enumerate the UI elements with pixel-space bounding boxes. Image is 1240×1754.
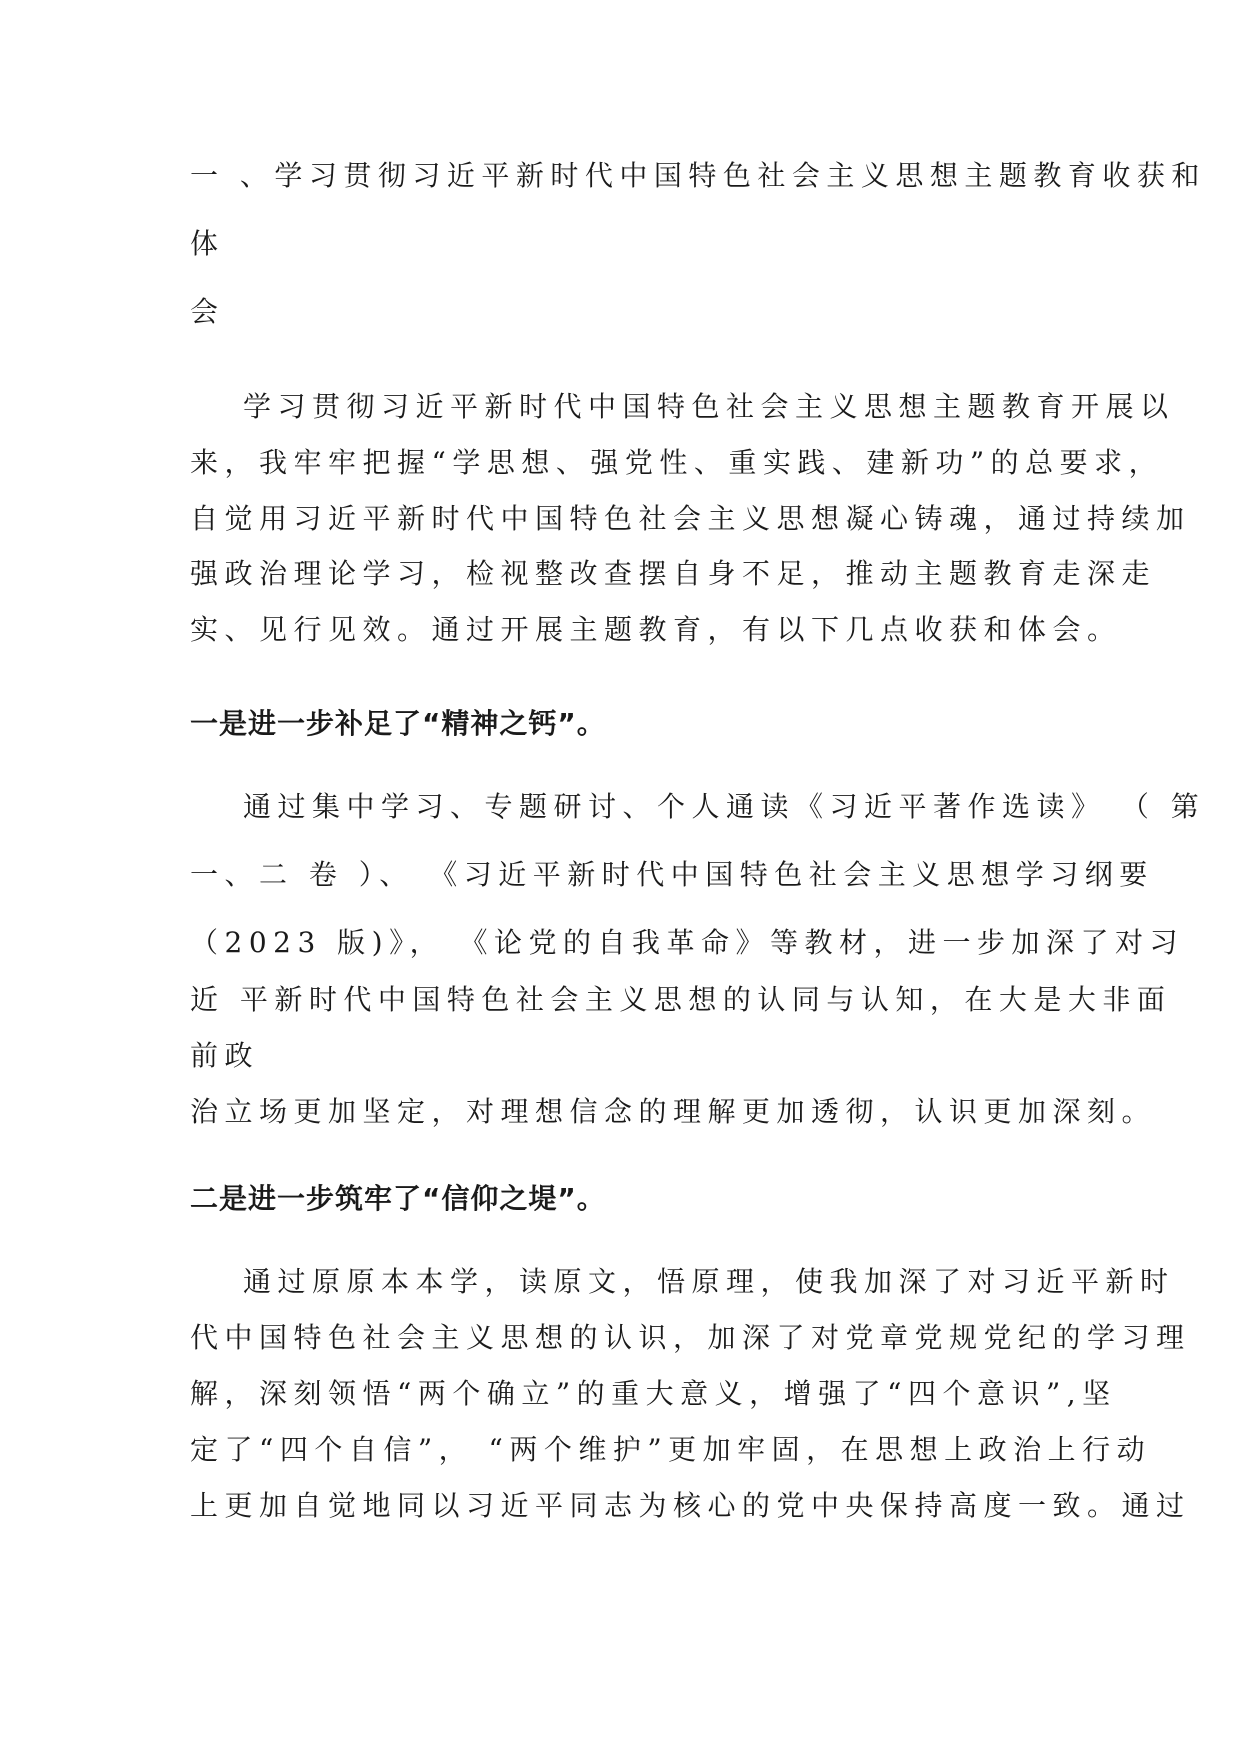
- section1-line-1: 通过集中学习、专题研讨、个人通读《习近平著作选读》 （ 第: [243, 790, 1206, 823]
- section2-line-2: 代中国特色社会主义思想的认识，加深了对党章党规党纪的学习理: [190, 1321, 1191, 1354]
- heading-line-3: 会: [190, 295, 225, 328]
- section1-line-2: 一、二 卷 ）、 《习近平新时代中国特色社会主义思想学习纲要: [190, 858, 1154, 891]
- section2-line-4: 定了“四个自信”， “两个维护”更加牢固，在思想上政治上行动: [190, 1433, 1152, 1466]
- intro-line-3: 自觉用习近平新时代中国特色社会主义思想凝心铸魂，通过持续加: [190, 502, 1191, 535]
- section2-line-3: 解，深刻领悟“两个确立”的重大意义，增强了“四个意识”,坚: [190, 1377, 1117, 1410]
- intro-line-1: 学习贯彻习近平新时代中国特色社会主义思想主题教育开展以: [243, 390, 1175, 423]
- section2-line-5: 上更加自觉地同以习近平同志为核心的党中央保持高度一致。通过: [190, 1489, 1191, 1522]
- intro-line-4: 强政治理论学习，检视整改查摆自身不足，推动主题教育走深走: [190, 557, 1157, 590]
- heading-line-1: 一 、学习贯彻习近平新时代中国特色社会主义思想主题教育收获和: [190, 159, 1206, 192]
- section2-line-1: 通过原原本本学，读原文，悟原理，使我加深了对习近平新时: [243, 1265, 1175, 1298]
- section1-line-3: （2023 版)》， 《论党的自我革命》等教材，进一步加深了对习: [190, 926, 1184, 959]
- heading-line-2: 体: [190, 227, 225, 260]
- section1-title: 一是进一步补足了“精神之钙”。: [190, 707, 606, 740]
- section1-line-5: 前政: [190, 1039, 260, 1072]
- intro-line-5: 实、见行见效。通过开展主题教育，有以下几点收获和体会。: [190, 613, 1122, 646]
- intro-line-2: 来，我牢牢把握“学思想、强党性、重实践、建新功”的总要求，: [190, 446, 1164, 479]
- section1-line-6: 治立场更加坚定，对理想信念的理解更加透彻，认识更加深刻。: [190, 1095, 1157, 1128]
- section2-title: 二是进一步筑牢了“信仰之堤”。: [190, 1182, 606, 1215]
- section1-line-4: 近 平新时代中国特色社会主义思想的认同与认知，在大是大非面: [190, 983, 1172, 1016]
